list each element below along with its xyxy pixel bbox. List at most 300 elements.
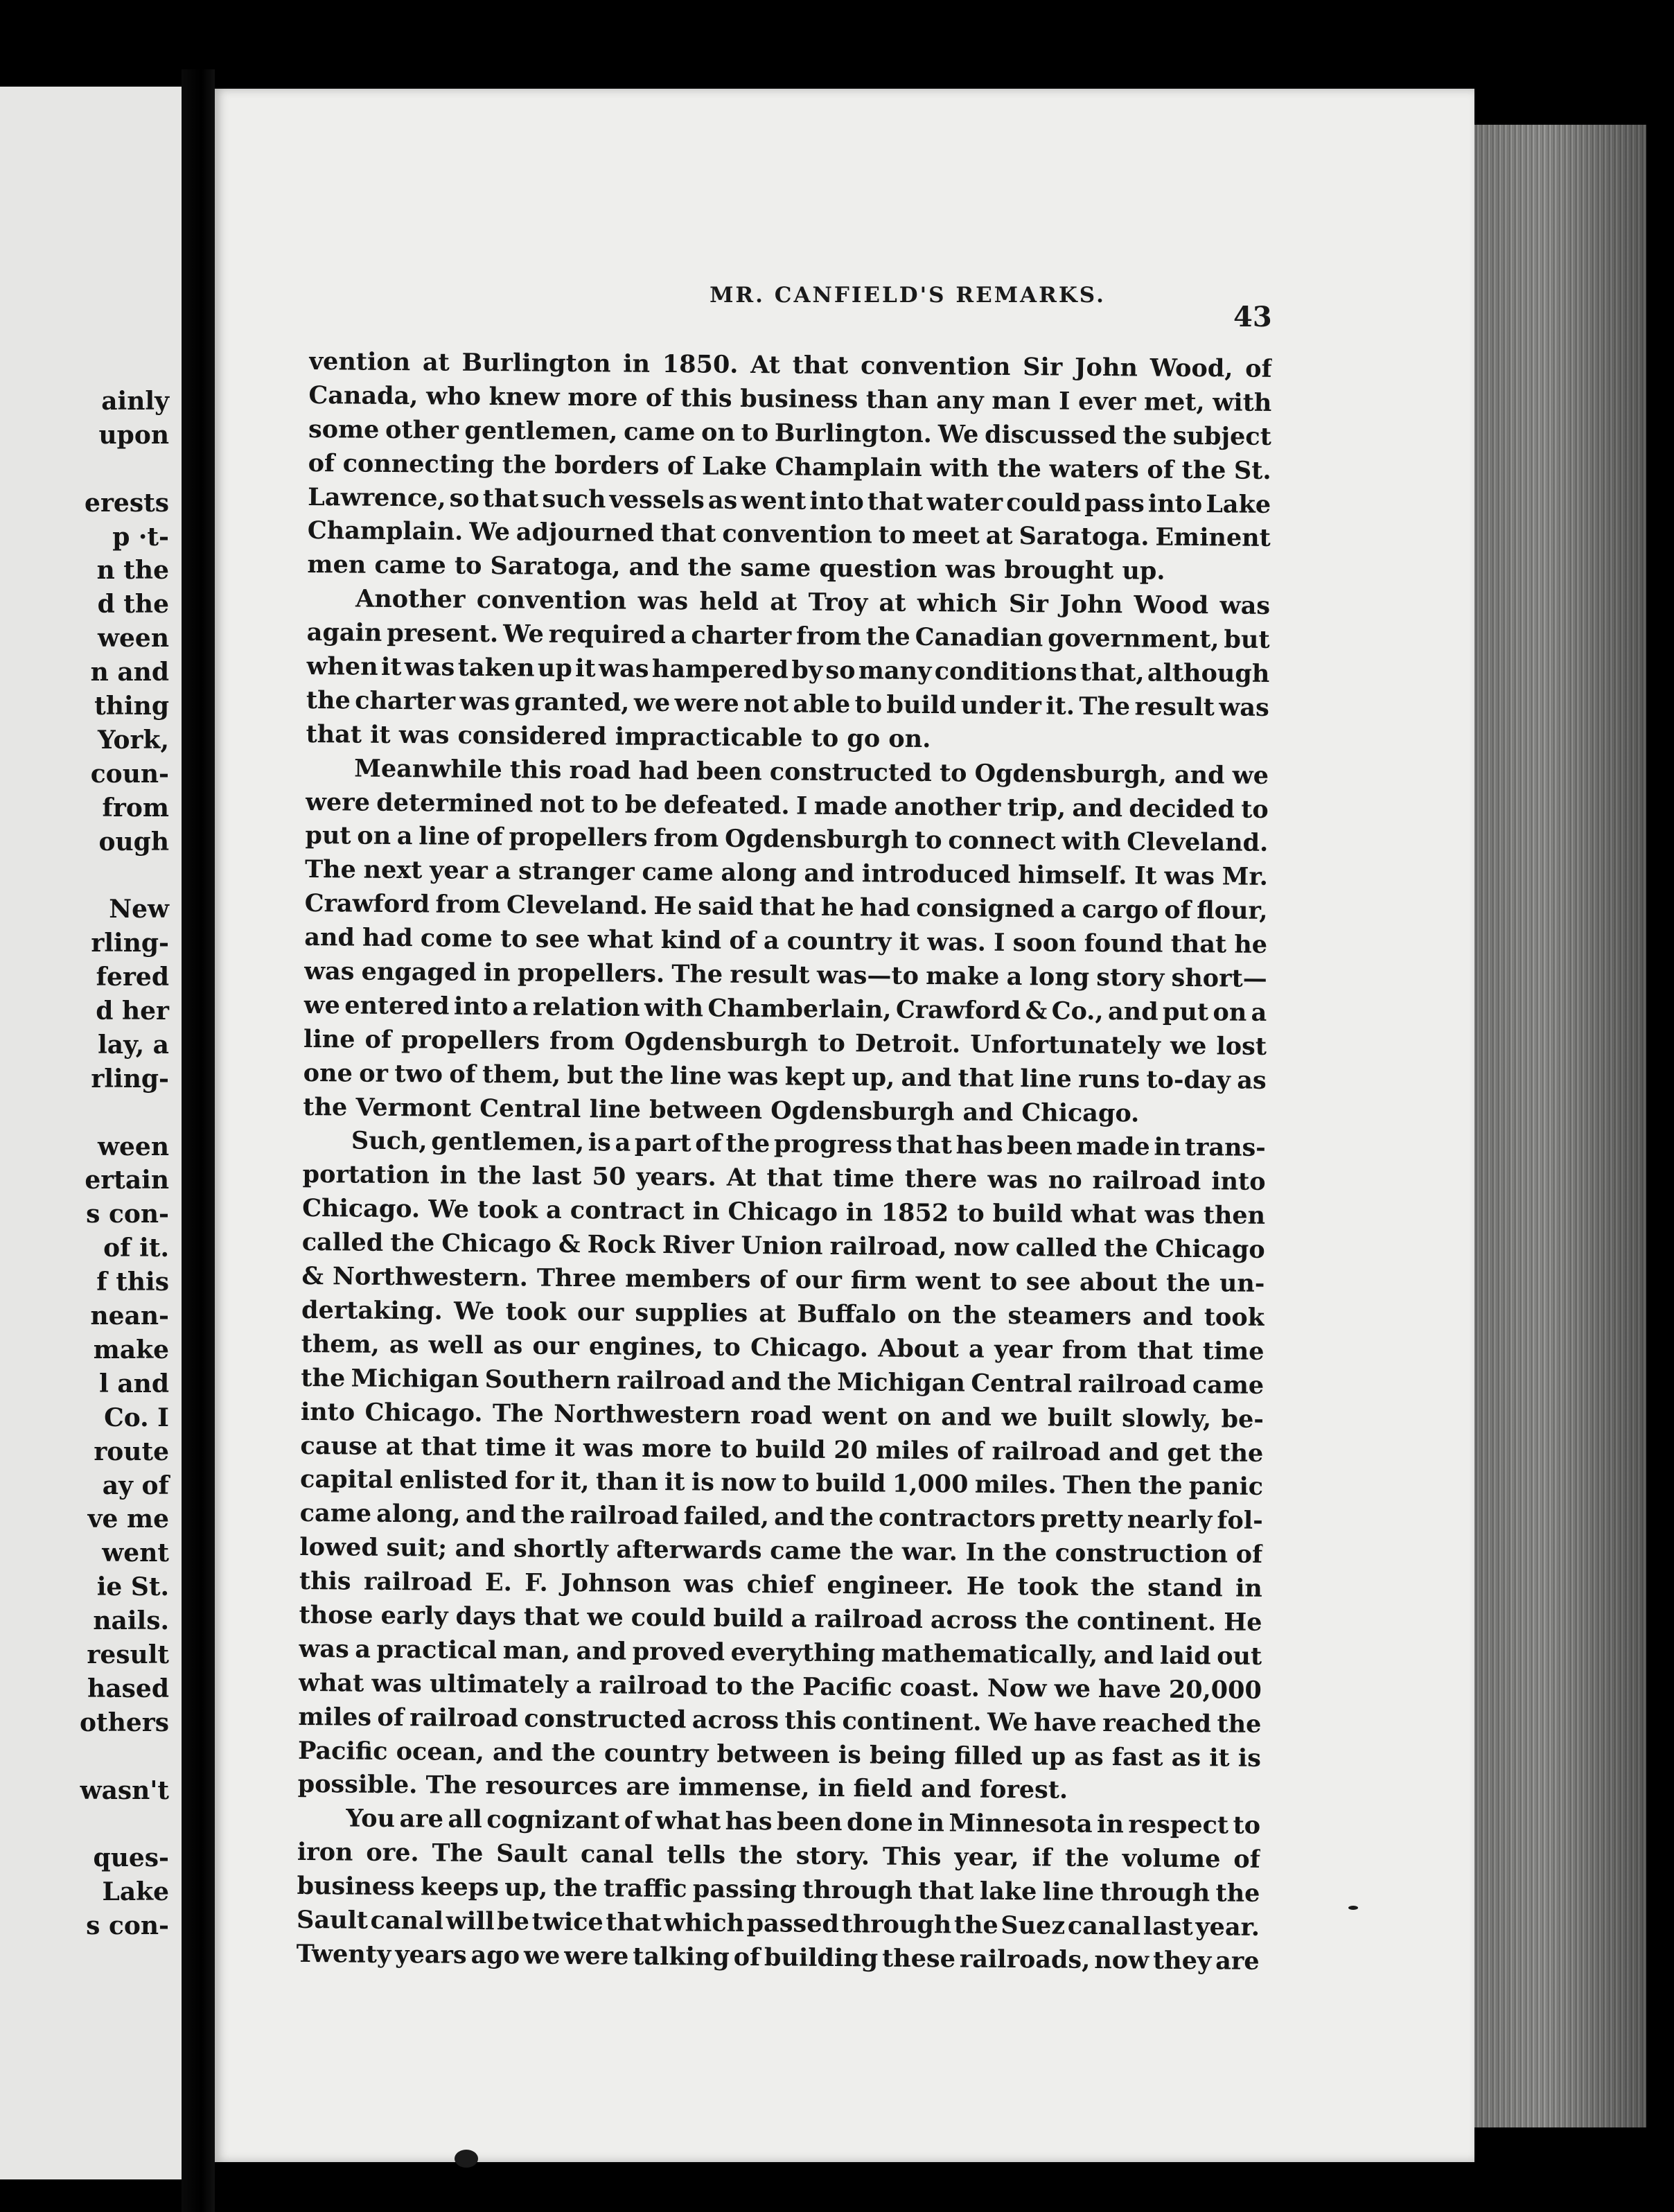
previous-page-line: erests: [85, 488, 169, 518]
word: It: [1134, 861, 1157, 890]
word: than: [865, 385, 928, 414]
word: E.: [484, 1568, 513, 1597]
previous-page-line: hased: [87, 1674, 169, 1703]
word: Central: [971, 1369, 1073, 1398]
word: build: [816, 1469, 886, 1498]
word: the: [829, 1503, 874, 1532]
word: the: [520, 1500, 565, 1530]
word: a: [396, 822, 413, 851]
word: 20: [834, 1435, 868, 1464]
word: We: [428, 1195, 470, 1224]
word: what: [655, 1807, 721, 1836]
word: story.: [795, 1841, 870, 1871]
word: filled: [954, 1741, 1023, 1771]
previous-page-line: ween: [98, 624, 169, 653]
word: to: [957, 1199, 985, 1228]
previous-page-line: n the: [96, 556, 169, 586]
word: a: [1060, 895, 1077, 924]
word: met,: [1143, 387, 1205, 417]
word: at: [385, 1432, 413, 1461]
word: put: [305, 821, 351, 850]
word: a: [968, 1335, 985, 1364]
word: now: [721, 1468, 776, 1498]
word: across: [930, 1606, 1018, 1635]
word: adjourned: [516, 518, 655, 548]
word: 1850.: [662, 350, 739, 379]
word: Pacific: [802, 1672, 892, 1702]
word: Chicago.: [302, 1194, 421, 1224]
word: line: [1042, 1877, 1095, 1907]
word: for: [514, 1466, 554, 1496]
word: and: [730, 1367, 782, 1396]
word: the: [849, 1537, 895, 1566]
word: time: [484, 1432, 547, 1462]
word: reached: [1102, 1708, 1212, 1738]
word: build: [713, 1604, 784, 1633]
word: country: [603, 1738, 709, 1768]
word: about: [1079, 1267, 1158, 1297]
word: Lake: [1206, 489, 1271, 519]
word: is: [838, 1740, 862, 1769]
word: Johnson: [560, 1568, 671, 1599]
word: flour,: [1197, 896, 1268, 926]
word: they: [1152, 1946, 1212, 1976]
word: put: [1162, 997, 1209, 1027]
word: of: [1164, 895, 1191, 925]
word: to: [590, 789, 619, 819]
word: convention: [722, 520, 872, 550]
word: went: [741, 486, 807, 516]
word: took: [477, 1195, 538, 1224]
word: Burlington.: [774, 419, 933, 448]
word: Chicago.: [750, 1333, 869, 1363]
word: Chicago: [441, 1229, 552, 1258]
word: and: [941, 1402, 992, 1432]
word: we: [1001, 1403, 1038, 1432]
word: to: [854, 690, 883, 719]
word: You: [346, 1804, 396, 1834]
word: vessels: [609, 484, 705, 515]
word: proved: [632, 1637, 725, 1667]
word: to: [1233, 1811, 1261, 1841]
word: twice: [531, 1907, 603, 1937]
word: respect: [1128, 1810, 1229, 1840]
word: progress: [773, 1130, 892, 1160]
word: on: [897, 1402, 932, 1431]
word: more: [642, 1434, 712, 1464]
word: was: [728, 1062, 779, 1091]
previous-page-line: p ·t-: [112, 522, 169, 552]
word: Northwestern.: [332, 1262, 529, 1292]
word: Canada,: [308, 380, 418, 411]
word: this: [784, 1706, 837, 1735]
word: next: [363, 856, 423, 885]
word: into: [300, 1397, 355, 1427]
word: firm: [850, 1266, 907, 1295]
word: to: [818, 1028, 846, 1057]
word: by: [791, 656, 823, 685]
word: years: [395, 1940, 467, 1969]
word: Such,: [351, 1126, 428, 1156]
previous-page-line: ve me: [87, 1504, 169, 1534]
word: the: [1025, 1606, 1070, 1635]
word: relation: [532, 992, 640, 1022]
word: it,: [560, 1467, 590, 1496]
word: 1852: [881, 1198, 949, 1228]
previous-page-line: n and: [90, 658, 169, 687]
word: required: [548, 620, 667, 650]
word: such: [542, 484, 606, 514]
word: cargo: [1082, 895, 1159, 924]
word: convention: [476, 586, 627, 615]
word: the: [1104, 1234, 1149, 1263]
word: trip,: [1007, 793, 1066, 823]
word: slowly,: [1122, 1403, 1212, 1433]
word: St.: [1233, 456, 1271, 485]
word: up,: [852, 1062, 895, 1092]
word: story: [1096, 963, 1165, 992]
word: the: [738, 1841, 784, 1870]
word: We: [937, 419, 979, 449]
word: to: [719, 1434, 748, 1464]
word: of: [645, 383, 673, 413]
word: as: [707, 486, 738, 515]
word: had: [859, 893, 910, 923]
word: of: [733, 1942, 761, 1972]
word: the: [786, 1367, 831, 1396]
word: out: [1217, 1642, 1262, 1671]
word: railroads,: [959, 1945, 1091, 1974]
word: tells: [667, 1841, 726, 1870]
previous-page-line: ie St.: [96, 1572, 169, 1602]
word: and: [901, 1063, 952, 1093]
word: chief: [746, 1570, 815, 1599]
word: been: [696, 757, 762, 786]
word: he: [1234, 930, 1268, 960]
word: taken: [457, 653, 535, 683]
word: un-: [1219, 1269, 1265, 1298]
word: Southern: [484, 1364, 611, 1395]
previous-page-line: others: [80, 1708, 169, 1737]
word: with: [1061, 827, 1121, 857]
word: year.: [1195, 1913, 1260, 1942]
word: of: [759, 1265, 786, 1294]
word: this: [299, 1567, 351, 1596]
word: decided: [1129, 793, 1235, 824]
word: line: [669, 1061, 722, 1091]
word: Lawrence,: [308, 482, 446, 513]
word: up: [537, 653, 572, 683]
word: if: [1032, 1843, 1052, 1872]
book-gutter: [182, 69, 215, 2212]
word: then: [1203, 1201, 1266, 1231]
word: shortly: [513, 1534, 608, 1564]
word: a: [615, 1128, 631, 1158]
word: that: [606, 1908, 662, 1938]
word: canal: [580, 1840, 654, 1870]
word: time: [1202, 1337, 1265, 1366]
word: the: [619, 1061, 664, 1090]
previous-page-line: coun-: [90, 759, 169, 789]
word: came: [1192, 1370, 1265, 1400]
word: to: [713, 1333, 741, 1362]
word: volume: [1122, 1844, 1221, 1874]
word: Northwestern: [553, 1399, 741, 1430]
word: came: [623, 417, 696, 447]
word: early: [380, 1601, 448, 1631]
word: built: [1047, 1403, 1112, 1432]
word: the: [865, 622, 910, 651]
word: conditions: [934, 657, 1077, 687]
previous-page-line: d her: [96, 997, 169, 1026]
word: The: [492, 1398, 544, 1428]
word: railroad,: [829, 1232, 947, 1262]
word: but: [567, 1060, 613, 1090]
word: the: [1122, 421, 1168, 450]
word: Champlain.: [307, 516, 464, 547]
word: gentlemen,: [431, 1127, 585, 1157]
word: so: [449, 484, 479, 513]
word: year: [429, 856, 488, 886]
previous-page-line: Co. I: [104, 1403, 169, 1432]
word: with: [930, 453, 989, 483]
word: was: [371, 1669, 423, 1698]
word: business: [740, 384, 858, 414]
word: on: [1213, 998, 1247, 1027]
word: to: [914, 826, 942, 855]
word: now: [1094, 1945, 1149, 1975]
word: afterwards: [616, 1535, 762, 1565]
word: 1,000: [892, 1470, 969, 1499]
word: railroad: [570, 1501, 679, 1531]
word: Chicago: [1155, 1234, 1265, 1265]
word: We: [987, 1708, 1028, 1737]
word: a: [512, 992, 529, 1021]
word: of: [1233, 1845, 1260, 1875]
word: water: [926, 487, 1003, 517]
word: the: [301, 1363, 346, 1393]
word: portation: [302, 1160, 430, 1190]
word: connecting: [342, 449, 495, 479]
word: not: [743, 689, 789, 719]
word: Meanwhile: [354, 754, 502, 784]
word: it: [664, 1468, 685, 1497]
word: At: [726, 1164, 757, 1193]
word: passing: [692, 1875, 797, 1904]
word: were: [674, 689, 739, 718]
word: and: [1108, 1437, 1159, 1467]
word: at: [879, 588, 906, 618]
word: Eminent: [1155, 523, 1271, 553]
word: John: [1059, 590, 1123, 620]
word: he: [820, 893, 854, 922]
word: entered: [344, 991, 450, 1021]
word: talking: [633, 1942, 730, 1972]
word: Ogdensburgh: [724, 825, 909, 855]
word: is: [588, 1128, 612, 1157]
previous-page-line: ertain: [85, 1166, 169, 1195]
word: propellers: [400, 1025, 540, 1055]
word: came: [642, 858, 714, 887]
word: see: [535, 924, 581, 954]
word: a: [670, 621, 687, 650]
word: made: [1076, 1132, 1150, 1162]
word: F.: [525, 1568, 548, 1597]
word: is: [691, 1468, 715, 1498]
word: war.: [901, 1537, 958, 1567]
word: ocean,: [396, 1737, 485, 1766]
word: have: [1098, 1674, 1161, 1704]
word: in: [439, 1161, 467, 1191]
word: what: [298, 1668, 364, 1698]
word: it: [380, 652, 402, 682]
word: will: [446, 1906, 495, 1936]
word: the: [1215, 1879, 1260, 1908]
previous-page-line: ough: [98, 827, 169, 857]
word: failed,: [683, 1502, 770, 1531]
word: on: [907, 1300, 942, 1330]
word: as: [1074, 1742, 1104, 1771]
text-line: that it was considered impracticable to go on.: [306, 719, 931, 753]
word: Crawford: [304, 889, 430, 919]
word: Another: [355, 584, 466, 615]
word: the: [553, 1873, 598, 1903]
word: this: [509, 755, 562, 784]
word: Michigan: [351, 1364, 479, 1394]
word: between: [716, 1739, 830, 1769]
word: a: [1006, 962, 1023, 992]
word: coast.: [899, 1673, 980, 1703]
word: some: [308, 414, 380, 444]
word: time: [832, 1164, 895, 1194]
word: year,: [954, 1843, 1019, 1872]
word: we: [1232, 761, 1269, 790]
word: business: [297, 1872, 415, 1902]
word: &: [1025, 997, 1048, 1026]
previous-page-line: ween: [98, 1132, 169, 1161]
word: and: [576, 1636, 627, 1666]
word: Michigan: [837, 1367, 966, 1398]
previous-page-line: [80, 1096, 169, 1130]
previous-page-line: nean-: [90, 1301, 169, 1331]
word: I: [795, 791, 808, 820]
word: last: [531, 1161, 582, 1191]
word: and: [774, 1502, 825, 1532]
word: We: [453, 1297, 495, 1326]
word: present.: [387, 619, 499, 649]
word: have: [1033, 1708, 1097, 1737]
word: He: [966, 1572, 1005, 1601]
word: pass: [1084, 489, 1145, 518]
word: that: [792, 351, 849, 380]
word: that: [1170, 929, 1227, 959]
word: members: [625, 1264, 751, 1294]
word: part: [634, 1129, 691, 1158]
word: He: [653, 892, 693, 921]
word: that: [867, 486, 924, 516]
word: other: [385, 415, 459, 445]
word: than: [595, 1467, 658, 1497]
word: another: [894, 792, 1001, 822]
word: was: [598, 654, 649, 683]
word: were: [564, 1941, 629, 1971]
word: consigned: [916, 894, 1055, 924]
page-edges-shadow: [1474, 125, 1646, 2127]
word: and: [492, 1737, 543, 1767]
word: went: [822, 1401, 888, 1431]
word: of: [1147, 455, 1174, 484]
word: any: [936, 386, 984, 415]
word: done: [846, 1808, 913, 1838]
word: it: [1209, 1743, 1230, 1773]
previous-page-line: of it.: [103, 1234, 169, 1263]
word: to: [989, 1267, 1018, 1297]
word: with: [1213, 388, 1272, 417]
word: borders: [554, 450, 660, 480]
previous-page-line: d the: [97, 590, 169, 620]
word: it: [554, 1433, 576, 1462]
word: them,: [301, 1329, 380, 1359]
word: up: [1031, 1741, 1066, 1771]
previous-page-line: ay of: [102, 1471, 169, 1500]
word: has: [725, 1807, 773, 1836]
previous-page-line: route: [94, 1437, 169, 1466]
word: gentlemen,: [464, 416, 618, 446]
word: building: [764, 1943, 879, 1973]
word: hampered: [651, 654, 789, 685]
word: fol-: [1217, 1506, 1263, 1536]
word: mathematically,: [881, 1639, 1098, 1669]
previous-page-line: make: [93, 1335, 169, 1364]
word: not: [539, 789, 585, 818]
word: Buffalo: [797, 1299, 897, 1329]
word: soon: [1012, 929, 1077, 958]
word: of: [1245, 354, 1272, 383]
previous-page-line: s con-: [86, 1911, 169, 1941]
previous-page-line: nails.: [93, 1606, 169, 1636]
word: Detroit.: [854, 1029, 961, 1059]
word: subject: [1172, 421, 1272, 451]
word: into: [1211, 1167, 1266, 1197]
word: into: [809, 486, 864, 516]
word: ultimately: [429, 1669, 569, 1699]
word: line: [303, 1024, 355, 1054]
word: propellers.: [517, 958, 665, 989]
word: on: [357, 822, 391, 851]
word: well: [428, 1331, 484, 1360]
word: of: [957, 1436, 984, 1466]
previous-page-line: [80, 1740, 169, 1774]
previous-page-line: New: [109, 895, 169, 924]
word: practical: [376, 1635, 497, 1665]
word: ever: [1077, 387, 1136, 416]
word: Canadian: [915, 623, 1043, 653]
word: The: [304, 855, 356, 884]
word: in: [1235, 1574, 1262, 1603]
word: railroad: [409, 1703, 519, 1733]
word: a: [575, 1670, 592, 1699]
word: This: [882, 1842, 942, 1872]
word: are: [1215, 1947, 1260, 1976]
word: build: [755, 1434, 826, 1464]
word: iron: [297, 1838, 353, 1867]
word: so: [825, 656, 856, 685]
word: was—to: [816, 960, 919, 990]
word: contract: [570, 1196, 685, 1226]
word: Mr.: [1222, 862, 1269, 892]
word: kind: [660, 926, 722, 955]
word: our: [532, 1331, 579, 1360]
